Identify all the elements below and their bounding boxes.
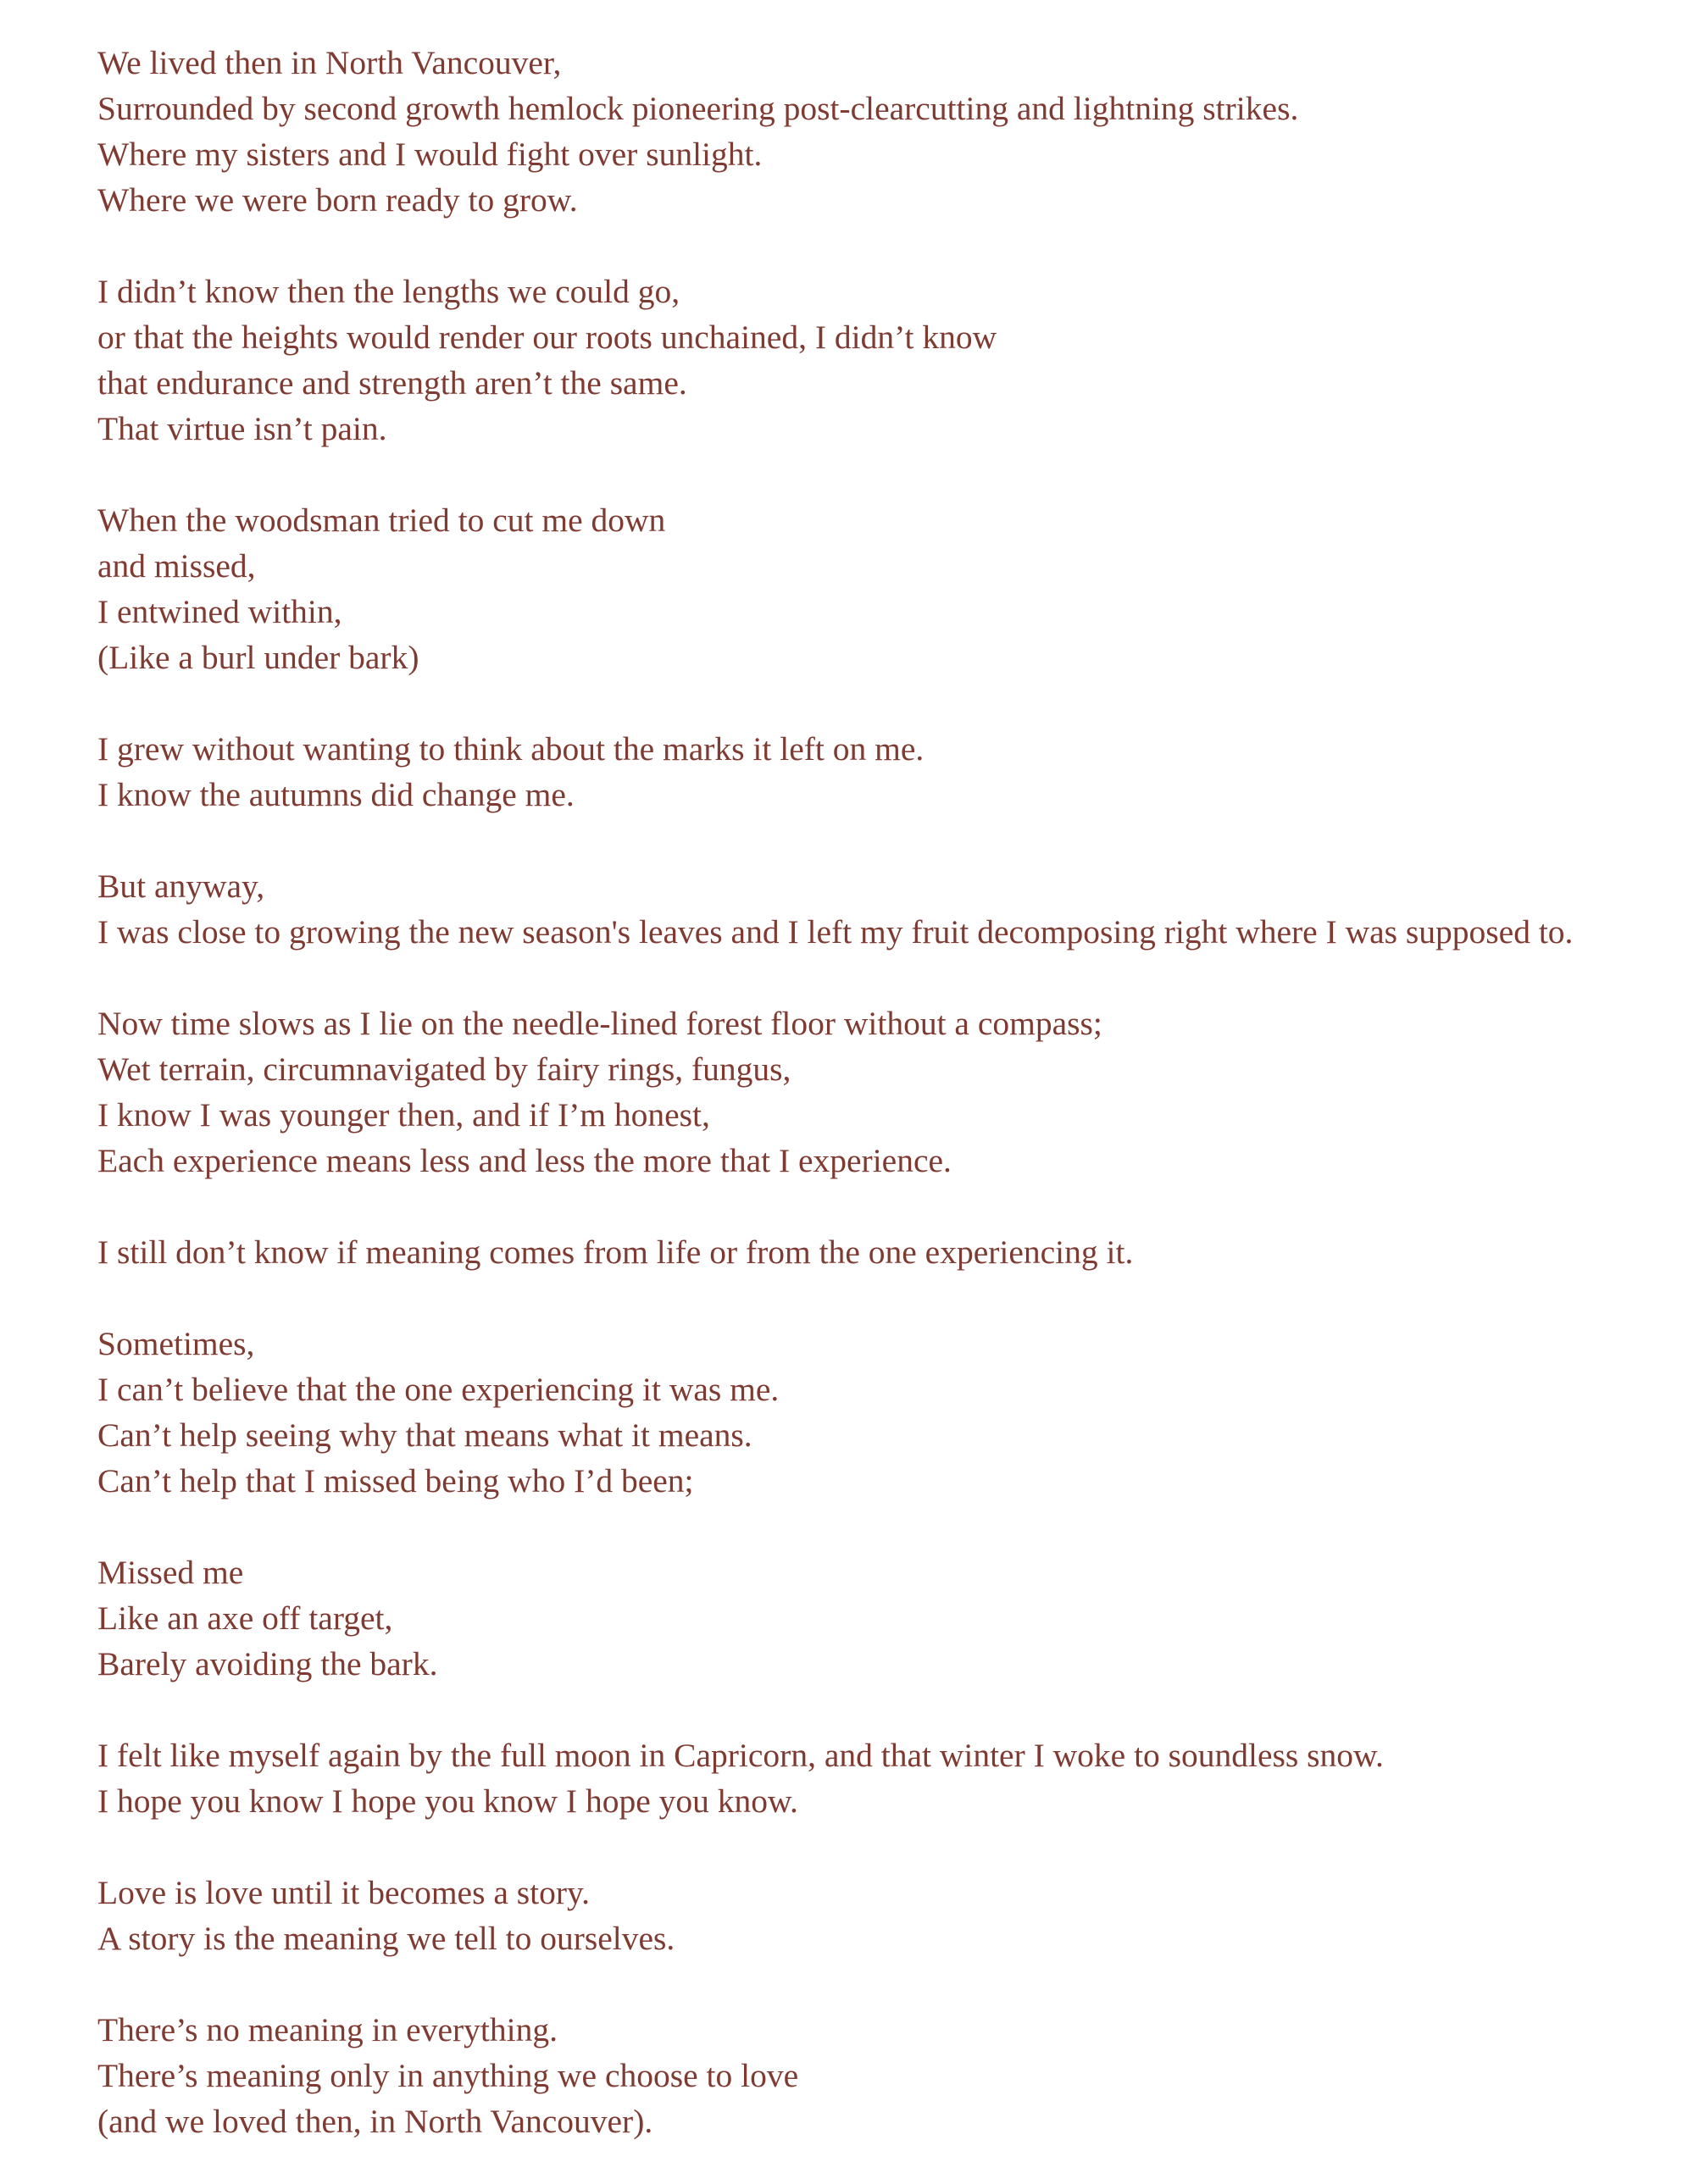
poem-line: Love is love until it becomes a story. (97, 1874, 591, 1911)
poem-line: But anyway, (97, 868, 265, 905)
poem-line: I know I was younger then, and if I’m honest, (97, 1096, 710, 1134)
poem-line: I felt like myself again by the full moon in Capricorn, and that winter I woke to soundless snow. (97, 1737, 1384, 1774)
poem-body (97, 40, 1674, 2144)
poem-line: We lived then in North Vancouver, (97, 44, 562, 81)
poem-line: Where we were born ready to grow. (97, 181, 578, 219)
poem-line: A story is the meaning we tell to ourselves. (97, 1920, 675, 1957)
poem-line: Can’t help that I missed being who I’d been; (97, 1462, 694, 1499)
poem-line: Sometimes, (97, 1325, 255, 1362)
poem-line: I can’t believe that the one experiencing it was me. (97, 1371, 780, 1408)
poem-line: Surrounded by second growth hemlock pioneering post-clearcutting and lightning strikes. (97, 90, 1299, 127)
poem-line: that endurance and strength aren’t the same. (97, 364, 687, 402)
poem-line: I know the autumns did change me. (97, 776, 575, 813)
poem-line: I still don’t know if meaning comes from life or from the one experiencing it. (97, 1233, 1134, 1271)
stanza (97, 1229, 1674, 1275)
stanza (97, 2007, 1674, 2144)
poem-line: or that the heights would render our roots unchained, I didn’t know (97, 319, 997, 356)
poem-line: I didn’t know then the lengths we could go, (97, 273, 680, 310)
stanza (97, 1732, 1674, 1824)
poem-line: That virtue isn’t pain. (97, 410, 387, 447)
stanza (97, 726, 1674, 818)
stanza (97, 40, 1674, 223)
stanza (97, 1321, 1674, 1504)
stanza (97, 1870, 1674, 1961)
poem-line: There’s meaning only in anything we choose to love (97, 2057, 799, 2094)
stanza (97, 1549, 1674, 1687)
poem-line: I grew without wanting to think about the marks it left on me. (97, 730, 925, 768)
poem-line: There’s no meaning in everything. (97, 2011, 558, 2048)
poem-line: When the woodsman tried to cut me down (97, 502, 666, 539)
poem-line: Wet terrain, circumnavigated by fairy rings, fungus, (97, 1050, 791, 1088)
poem-line: (and we loved then, in North Vancouver). (97, 2103, 653, 2140)
poem-line: Where my sisters and I would fight over sunlight. (97, 136, 763, 173)
poem-line: Now time slows as I lie on the needle-lined forest floor without a compass; (97, 1005, 1102, 1042)
poem-line: Can’t help seeing why that means what it means. (97, 1416, 752, 1454)
poem-line: I hope you know I hope you know I hope you know. (97, 1782, 798, 1820)
poem-line: and missed, (97, 547, 256, 585)
poem-line: Missed me (97, 1554, 244, 1591)
poem-line: Like an axe off target, (97, 1599, 393, 1637)
stanza (97, 269, 1674, 452)
poem-line: Each experience means less and less the more that I experience. (97, 1142, 952, 1179)
stanza (97, 863, 1674, 955)
poem-line: I entwined within, (97, 593, 342, 630)
stanza (97, 497, 1674, 680)
poem-line: Barely avoiding the bark. (97, 1645, 438, 1682)
poem-line: (Like a burl under bark) (97, 639, 419, 676)
poem-line: I was close to growing the new season's leaves and I left my fruit decomposing right where I was supposed to. (97, 913, 1574, 951)
stanza (97, 1001, 1674, 1183)
